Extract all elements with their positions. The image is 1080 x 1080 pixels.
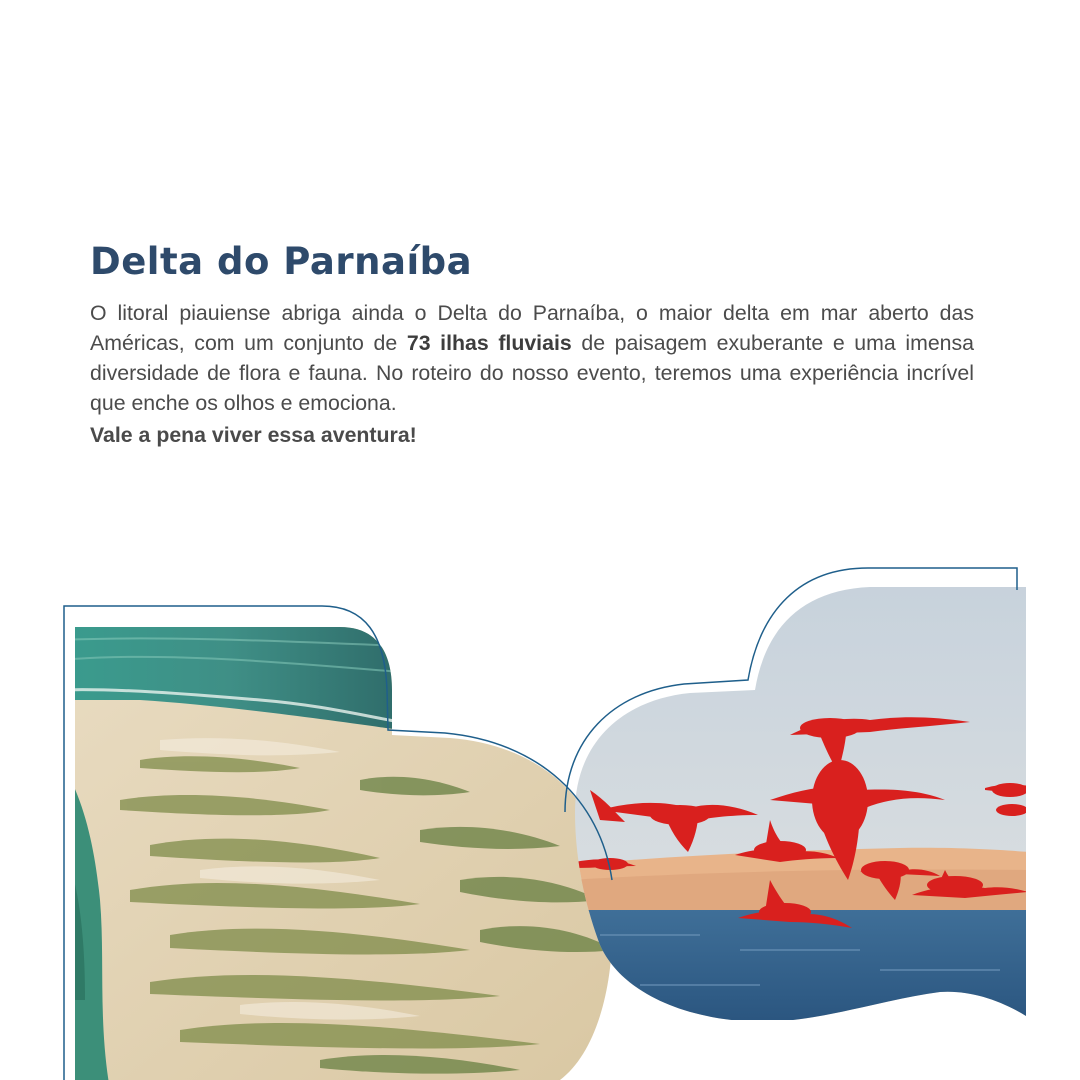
call-to-action-text: Vale a pena viver essa aventura! — [90, 423, 417, 447]
photo-collage — [0, 540, 1080, 1080]
dunes-photo — [60, 620, 640, 1080]
page-title: Delta do Parnaíba — [90, 240, 473, 283]
description-paragraph — [90, 298, 974, 418]
islands-highlight: 73 ilhas fluviais — [406, 331, 572, 355]
description-text-start: O litoral piauiense abriga ainda o Delta do Parnaíba, o maior delta em mar aberto das Américas, com um conjunto de — [90, 301, 974, 355]
description-text-end: de paisagem exuberante e uma imensa diversidade de flora e fauna. No roteiro do nosso evento, teremos uma experiência incrível que enche os olhos e emociona. — [90, 331, 975, 415]
ibis-photo — [570, 580, 1030, 1020]
